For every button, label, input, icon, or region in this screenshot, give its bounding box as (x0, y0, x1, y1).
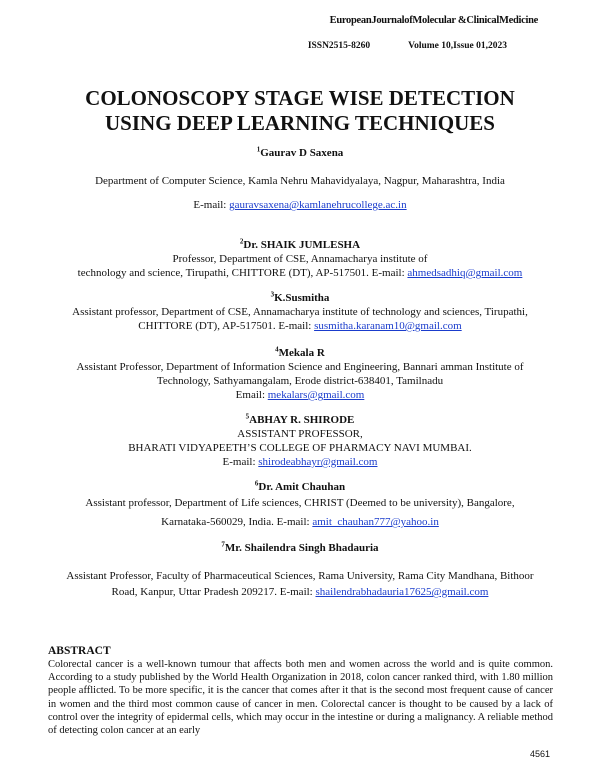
issn: ISSN2515-8260 (307, 41, 371, 51)
paper-title (0, 86, 600, 136)
journal-name: EuropeanJournalofMolecular &ClinicalMedicine (329, 15, 538, 26)
volume-issue: Volume 10,Issue 01,2023 (408, 41, 507, 51)
author-1-number: 1 (256, 145, 261, 154)
title-line-2: USING DEEP LEARNING TECHNIQUES (105, 111, 495, 135)
author-7-block (40, 541, 560, 599)
author-4-name: $^4$Mekala R (275, 345, 325, 359)
author-1-affiliation: Department of Computer Science, Kamla Nehru Mahavidyalaya, Nagpur, Maharashtra, India (95, 175, 505, 187)
author-5-email-link[interactable]: shirodeabhayr@gmail.com (258, 456, 378, 468)
author-5-number: 5 (245, 412, 250, 421)
author-4-affiliation-1: Assistant Professor, Department of Information Science and Engineering, Bannari amman Institute of (76, 361, 524, 373)
author-2-affiliation-1: Professor, Department of CSE, Annamacharya institute of (172, 253, 428, 265)
author-2-number: 2 (239, 237, 244, 246)
author-2-email-link[interactable]: ahmedsadhiq@gmail.com (407, 267, 523, 279)
author-4-email-line: Email: mekalars@gmail.com (235, 389, 365, 401)
author-4-affiliation-2: Technology, Sathyamangalam, Erode district-638401, Tamilnadu (156, 375, 444, 387)
author-5-block (40, 413, 560, 469)
author-3-number: 3 (270, 290, 275, 299)
author-4-block (40, 346, 560, 402)
author-1-block (40, 146, 560, 212)
abstract-heading: ABSTRACT (48, 645, 111, 657)
author-4-email-link[interactable]: mekalars@gmail.com (267, 389, 365, 401)
author-1-email-link[interactable]: gauravsaxena@kamlanehrucollege.ac.in (229, 199, 407, 211)
author-3-block (40, 291, 560, 333)
author-7-affiliation-2: Road, Kanpur, Uttar Pradesh 209217. E-mail: shailendrabhadauria17625@gmail.com (111, 586, 489, 598)
author-3-name: $^3$K.Susmitha (270, 290, 330, 304)
author-5-email-line: E-mail: shirodeabhayr@gmail.com (222, 456, 378, 468)
author-7-number: 7 (221, 540, 225, 549)
author-5-name: $^5$ABHAY R. SHIRODE (245, 412, 355, 426)
author-1-name: $^1$Gaurav D Saxena (256, 145, 344, 159)
author-2-affiliation-2: technology and science, Tirupathi, CHITTORE (DT), AP-517501. E-mail: ahmedsadhiq@gmail.com (77, 267, 523, 279)
author-4-number: 4 (275, 345, 279, 354)
author-5-affiliation-2: BHARATI VIDYAPEETH’S COLLEGE OF PHARMACY NAVI MUMBAI. (128, 442, 472, 454)
author-7-affiliation-1: Assistant Professor, Faculty of Pharmaceutical Sciences, Rama University, Rama City Mandhana, Bithoor (66, 570, 534, 582)
author-6-email-link[interactable]: amit_chauhan777@yahoo.in (312, 516, 439, 528)
author-6-name: $^6$Dr. Amit Chauhan (254, 479, 346, 493)
page-number: 4561 (529, 749, 550, 759)
author-6-block (40, 480, 560, 529)
author-1-email-line: E-mail: gauravsaxena@kamlanehrucollege.ac.in (193, 199, 407, 211)
author-5-affiliation-1: ASSISTANT PROFESSOR, (237, 428, 363, 440)
author-3-email-link[interactable]: susmitha.karanam10@gmail.com (314, 320, 462, 332)
author-2-block (40, 238, 560, 280)
author-3-affiliation-1: Assistant professor, Department of CSE, Annamacharya institute of technology and sciences, Tirupathi, (72, 306, 528, 318)
abstract-paragraph: Colorectal cancer is a well-known tumour that affects both men and women across the world and is quite common. According to a study published by the World Health Organization in 2018, colon cancer ranked third, with 1.80 million people afflicted. To be more specific, it is the cancer that comes after it that is the second most frequent cause of cancer in women and the third most common cause of cancer in men. Colorectal cancer is thought to be caused by a lack of control over the integrity of epidermal cells, which may occur in the intestine or during a malignancy. A reliable method of detecting colon cancer at an early (48, 659, 553, 737)
author-2-name: $^2$Dr. SHAIK JUMLESHA (239, 237, 361, 251)
author-7-name: $^7$Mr. Shailendra Singh Bhadauria (221, 540, 379, 554)
title-line-1: COLONOSCOPY STAGE WISE DETECTION (85, 86, 515, 110)
author-6-affiliation-2: Karnataka-560029, India. E-mail: amit_chauhan777@yahoo.in (161, 516, 439, 528)
abstract-body (48, 658, 553, 737)
author-6-number: 6 (254, 479, 259, 488)
author-3-affiliation-2: CHITTORE (DT), AP-517501. E-mail: susmitha.karanam10@gmail.com (138, 320, 462, 332)
author-7-email-link[interactable]: shailendrabhadauria17625@gmail.com (315, 586, 489, 598)
journal-issue-line (308, 41, 507, 51)
author-6-affiliation-1: Assistant professor, Department of Life sciences, CHRIST (Deemed to be university), Bangalore, (85, 497, 515, 509)
